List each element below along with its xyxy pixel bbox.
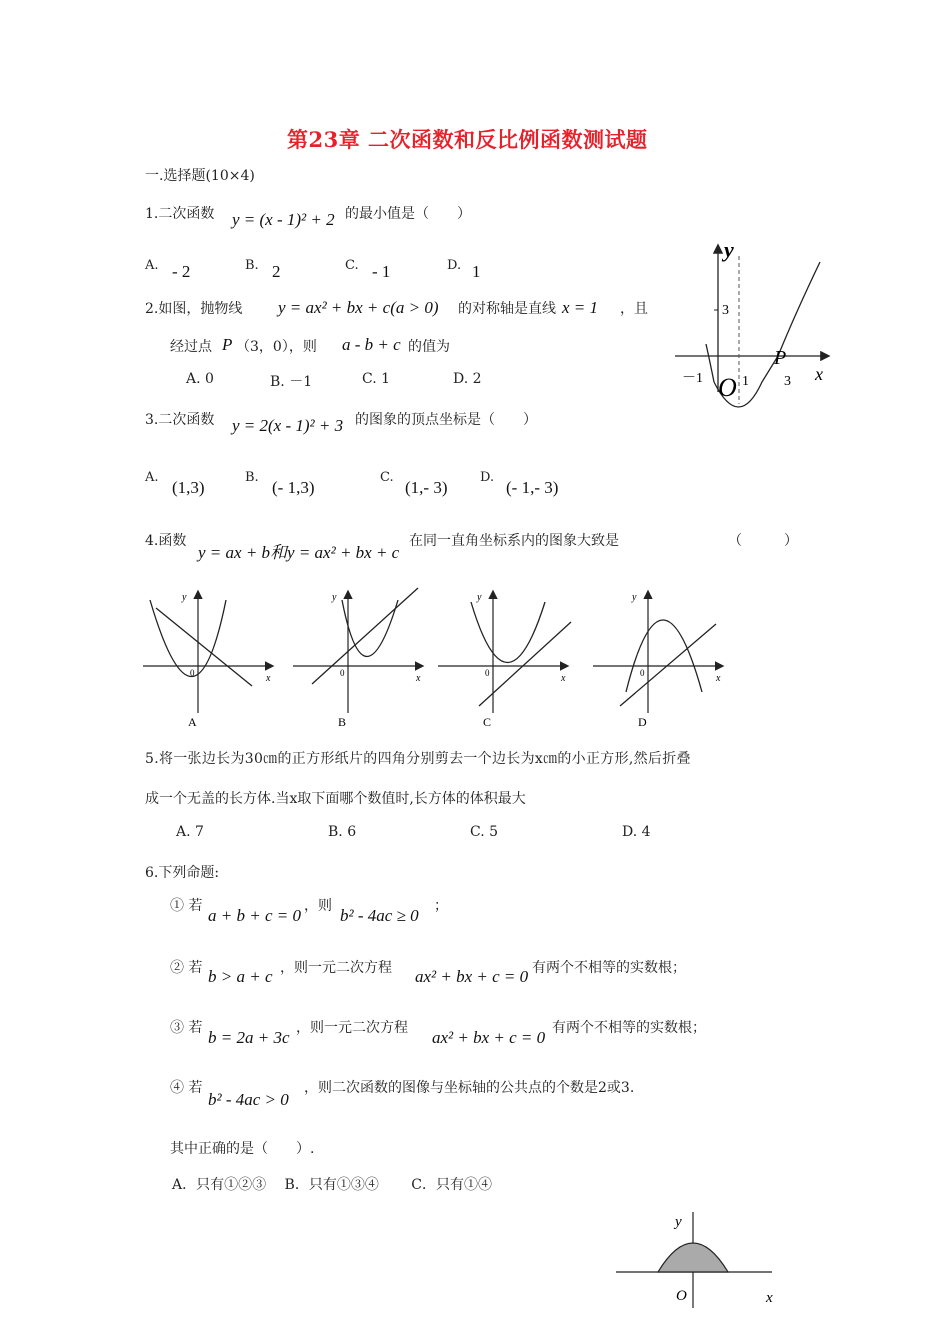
q6-p1-expr2: b² - 4ac ≥ 0	[340, 906, 419, 925]
q5-option-b: B. 6	[328, 824, 357, 840]
q2-parabola-figure	[670, 232, 840, 412]
section-heading: 一.选择题(10×4)	[145, 168, 255, 184]
q4-paren: （ ）	[728, 533, 798, 549]
q2-stem: 2.如图，抛物线	[145, 301, 243, 317]
q1-label-c: C.	[345, 258, 359, 273]
q6-p3-expr2: ax² + bx + c = 0	[432, 1028, 546, 1047]
q3-label-b: B.	[245, 470, 259, 485]
q4-graph-b	[290, 588, 430, 733]
q3-label-c: C.	[380, 470, 394, 485]
q2-mid: 的对称轴是直线	[458, 301, 556, 317]
q6-p3-end: 有两个不相等的实数根；	[552, 1020, 706, 1036]
q4-graph-a	[140, 588, 280, 733]
q2-point: P	[222, 335, 233, 354]
q6-p3-pre: ③ 若	[170, 1020, 203, 1036]
q6-p1-mid: ，则	[304, 898, 332, 914]
q1-option-c: - 1	[372, 262, 391, 281]
q2-line2-a: 经过点	[170, 339, 212, 355]
q5-option-d: D. 4	[622, 824, 651, 840]
q6-p1-pre: ① 若	[170, 898, 203, 914]
q6-p3-mid: ，则一元二次方程	[296, 1020, 408, 1036]
q1-label-a: A.	[145, 258, 159, 273]
bottom-x-label: x	[766, 1290, 773, 1306]
q6-p2-mid: ，则一元二次方程	[280, 960, 392, 976]
page-title: 第23章 二次函数和反比例函数测试题	[287, 127, 648, 152]
svg-text:x: x	[716, 673, 721, 684]
q6-p1-end: ；	[434, 898, 448, 914]
q1-expression: y = (x - 1)² + 2	[232, 210, 335, 229]
bottom-shaded-region	[658, 1243, 728, 1272]
q2-parabola-left-branch	[706, 344, 714, 382]
svg-text:y: y	[182, 592, 187, 603]
q2-tick-3-y: 3	[722, 303, 729, 318]
q1-label-d: D.	[447, 258, 462, 273]
q1-suffix: 的最小值是（ ）	[345, 206, 471, 222]
q1-stem: 1.二次函数	[145, 206, 215, 222]
q6-stem: 6.下列命题:	[145, 865, 220, 881]
q2-axis-expression: x = 1	[562, 298, 599, 317]
svg-text:y: y	[632, 592, 637, 603]
q6-p2-pre: ② 若	[170, 960, 203, 976]
q3-option-d: (- 1,- 3)	[506, 478, 559, 497]
q6-p2-expr: b > a + c	[208, 967, 273, 986]
q2-expression: y = ax² + bx + c(a > 0)	[278, 298, 439, 317]
q2-origin-label: O	[718, 373, 737, 402]
q4-suffix: 在同一直角坐标系内的图象大致是	[409, 533, 619, 549]
q2-point-p: P	[774, 347, 787, 369]
q3-expression: y = 2(x - 1)² + 3	[232, 416, 344, 435]
q3-suffix: 的图象的顶点坐标是（ ）	[355, 412, 537, 428]
q3-label-d: D.	[480, 470, 495, 485]
svg-text:0: 0	[190, 668, 195, 678]
q1-option-a: - 2	[172, 262, 191, 281]
svg-text:y: y	[477, 592, 482, 603]
q2-option-b: B. －1	[270, 374, 313, 390]
q6-p4-pre: ④ 若	[170, 1080, 203, 1096]
q3-stem: 3.二次函数	[145, 412, 215, 428]
q4-graph-c-label: C	[483, 715, 492, 729]
svg-text:x: x	[561, 673, 566, 684]
q2-option-c: C. 1	[362, 371, 391, 387]
q6-p3-expr: b = 2a + 3c	[208, 1028, 290, 1047]
q4-graph-b-label: B	[338, 715, 347, 729]
svg-text:x: x	[266, 673, 271, 684]
q4-expression: y = ax + b和y = ax² + bx + c	[198, 543, 400, 562]
q2-tick-3-x: 3	[784, 374, 791, 389]
q4-graph-c	[435, 588, 575, 733]
q1-option-b: 2	[272, 262, 281, 281]
bottom-y-label: y	[675, 1214, 682, 1230]
q5-option-a: A. 7	[176, 824, 204, 840]
q4-graph-d-label: D	[638, 715, 647, 729]
q4-graph-a-label: A	[188, 715, 197, 729]
q2-line2-b: （3，0），则	[236, 339, 317, 355]
q4-graph-d	[590, 588, 730, 733]
q3-option-a: (1,3)	[172, 478, 205, 497]
q2-tick-1: 1	[742, 374, 749, 389]
q1-label-b: B.	[245, 258, 259, 273]
bottom-origin-label: O	[676, 1288, 687, 1304]
q2-y-label: y	[724, 237, 734, 262]
q2-line2-c: 的值为	[408, 339, 450, 355]
q2-tail: ，且	[620, 301, 648, 317]
q2-option-d: D. 2	[453, 371, 482, 387]
q3-label-a: A.	[145, 470, 159, 485]
q5-line2: 成一个无盖的长方体.当x取下面哪个数值时,长方体的体积最大	[145, 791, 526, 807]
q6-p4-expr: b² - 4ac > 0	[208, 1090, 289, 1109]
svg-text:0: 0	[640, 668, 645, 678]
q5-line1: 5.将一张边长为30㎝的正方形纸片的四角分别剪去一个边长为x㎝的小正方形,然后折叠	[145, 751, 691, 767]
svg-text:y: y	[332, 592, 337, 603]
q6-p2-end: 有两个不相等的实数根；	[532, 960, 686, 976]
svg-text:0: 0	[485, 668, 490, 678]
q5-option-c: C. 5	[470, 824, 499, 840]
q2-tick-neg1: －1	[682, 371, 703, 386]
q2-expression2: a - b + c	[342, 335, 401, 354]
q1-option-d: 1	[472, 262, 481, 281]
svg-text:x: x	[416, 673, 421, 684]
q6-p2-expr2: ax² + bx + c = 0	[415, 967, 529, 986]
q3-option-c: (1,- 3)	[405, 478, 448, 497]
bottom-parabola-figure	[612, 1206, 792, 1316]
q2-option-a: A. 0	[186, 371, 214, 387]
q6-options: A．只有①②③ B．只有①③④ C．只有①④	[172, 1177, 493, 1193]
q6-p4-mid: ，则二次函数的图像与坐标轴的公共点的个数是2或3.	[304, 1080, 635, 1096]
q3-option-b: (- 1,3)	[272, 478, 315, 497]
q6-p1-expr: a + b + c = 0	[208, 906, 301, 925]
svg-text:0: 0	[340, 668, 345, 678]
q2-x-label: x	[815, 364, 823, 384]
q6-ask: 其中正确的是（ ）.	[170, 1141, 315, 1157]
q4-stem: 4.函数	[145, 533, 187, 549]
